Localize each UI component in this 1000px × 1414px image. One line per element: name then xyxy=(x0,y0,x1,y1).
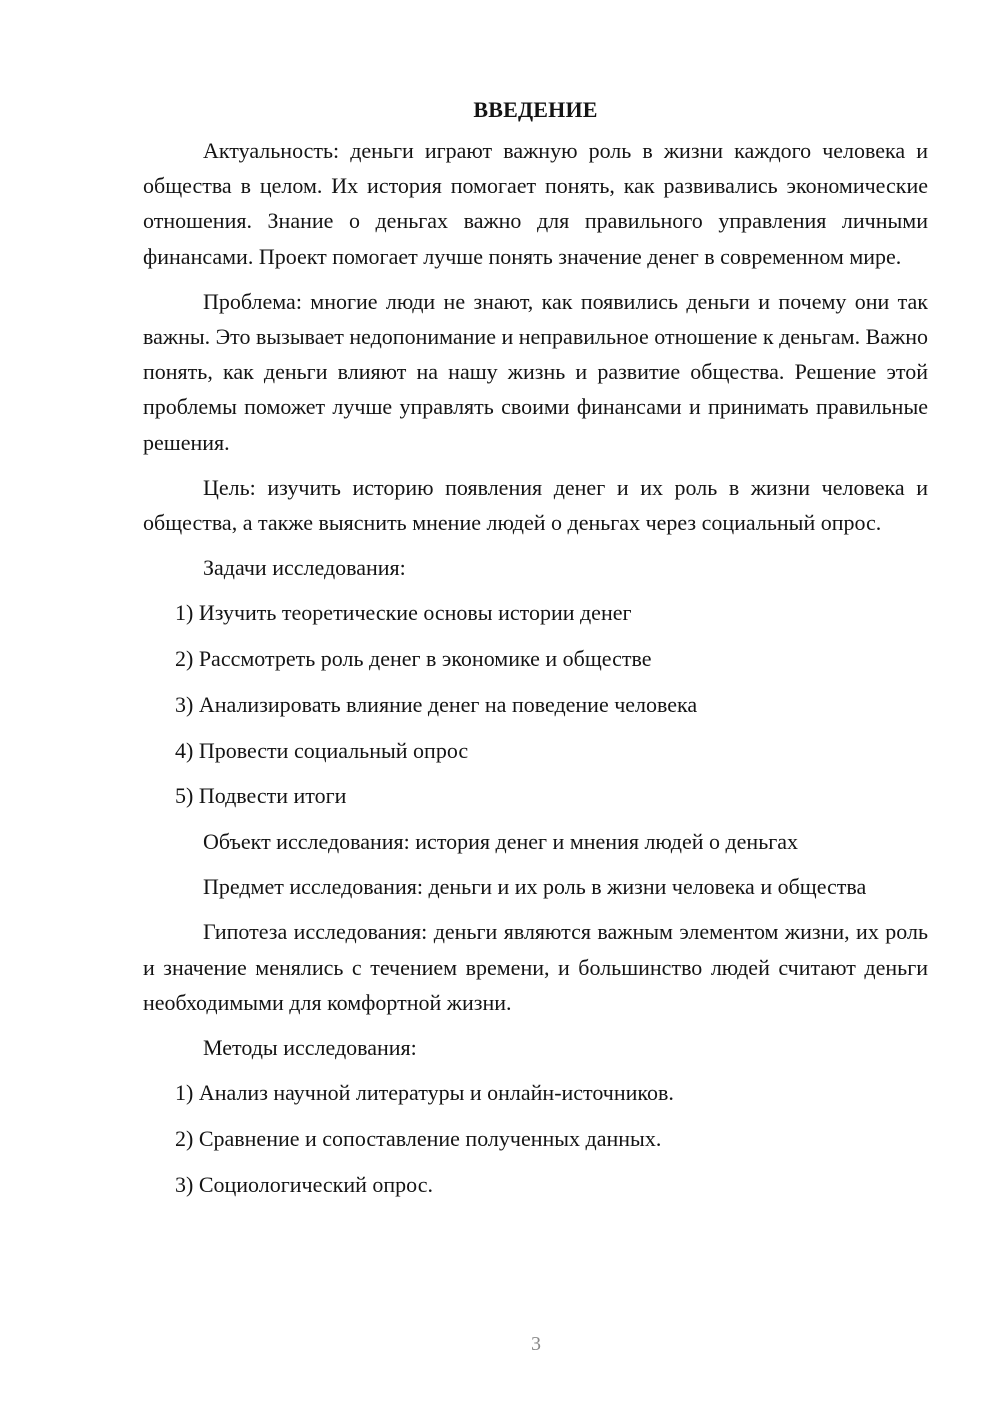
task-item-5: 5) Подвести итоги xyxy=(175,783,347,809)
paragraph-problem: Проблема: многие люди не знают, как появились деньги и почему они так важны. Это вызывает недопонимание и неправильное отношение к деньгам. Важно понять, как деньги влияют на нашу жизнь и развитие общества. Решение этой проблемы поможет лучше управлять своими финансами и принимать правильные решения. xyxy=(143,288,928,455)
method-item-2: 2) Сравнение и сопоставление полученных данных. xyxy=(175,1125,662,1151)
method-item-3: 3) Социологический опрос. xyxy=(175,1171,433,1197)
page-number: 3 xyxy=(531,1333,541,1355)
task-item-3: 3) Анализировать влияние денег на поведение человека xyxy=(175,691,698,717)
task-item-1: 1) Изучить теоретические основы истории денег xyxy=(175,600,632,626)
paragraph-relevance: Актуальность: деньги играют важную роль в жизни каждого человека и общества в целом. Их история помогает понять, как развивались экономические отношения. Знание о деньгах важно для правильного управления личными финансами. Проект помогает лучше понять значение денег в современном мире. xyxy=(143,138,928,269)
tasks-title: Задачи исследования: xyxy=(203,555,406,581)
paragraph-object: Объект исследования: история денег и мнения людей о деньгах xyxy=(203,828,799,854)
paragraph-hypothesis: Гипотеза исследования: деньги являются важным элементом жизни, их роль и значение менялись с течением времени, и большинство людей считают деньги необходимыми для комфортной жизни. xyxy=(143,919,928,1015)
tasks-list xyxy=(143,595,928,813)
task-item-4: 4) Провести социальный опрос xyxy=(175,737,469,763)
paragraph-goal: Цель: изучить историю появления денег и их роль в жизни человека и общества, а также выяснить мнение людей о деньгах через социальный опрос. xyxy=(143,474,928,536)
methods-list xyxy=(143,1075,928,1202)
section-heading: ВВЕДЕНИЕ xyxy=(473,97,598,122)
method-item-1: 1) Анализ научной литературы и онлайн-источников. xyxy=(175,1080,674,1106)
paragraph-subject: Предмет исследования: деньги и их роль в жизни человека и общества xyxy=(203,874,867,900)
methods-title: Методы исследования: xyxy=(203,1034,417,1060)
task-item-2: 2) Рассмотреть роль денег в экономике и обществе xyxy=(175,646,652,672)
document-page xyxy=(143,92,928,1212)
